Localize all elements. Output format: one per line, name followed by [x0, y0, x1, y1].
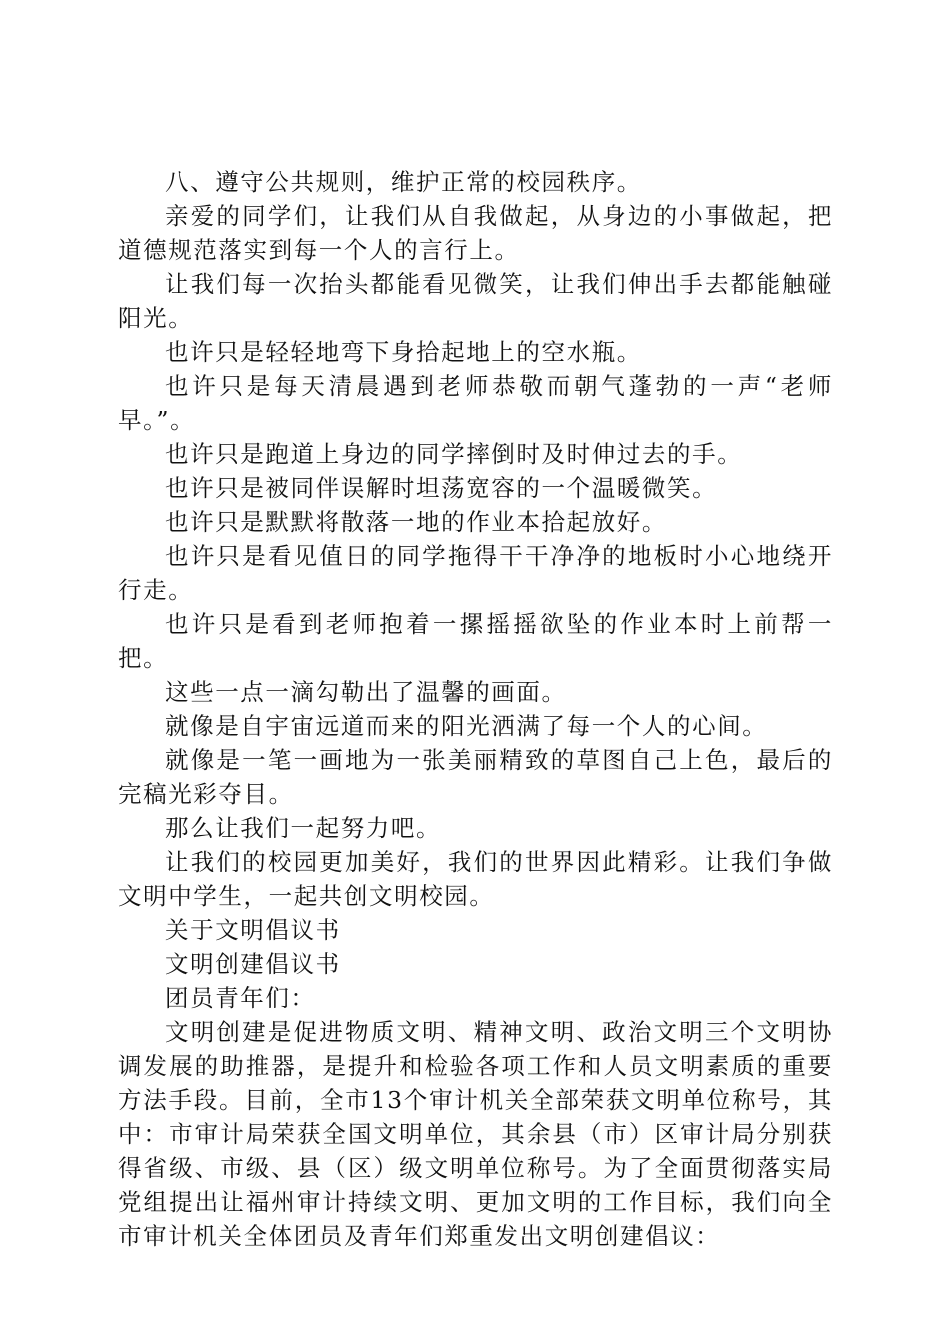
paragraph: 也许只是每天清晨遇到老师恭敬而朝气蓬勃的一声“老师早。”。 [118, 372, 833, 434]
paragraph: 让我们每一次抬头都能看见微笑，让我们伸出手去都能触碰阳光。 [118, 270, 833, 332]
paragraph: 这些一点一滴勾勒出了温馨的画面。 [165, 678, 567, 706]
paragraph: 也许只是被同伴误解时坦荡宽容的一个温暖微笑。 [165, 474, 718, 502]
paragraph: 文明创建倡议书 [165, 950, 341, 978]
paragraph: 团员青年们： [165, 984, 316, 1012]
paragraph: 文明创建是促进物质文明、精神文明、政治文明三个文明协调发展的助推器，是提升和检验各项工作和人员文明素质的重要方法手段。目前，全市13个审计机关全部荣获文明单位称号，其中：市审计局荣获全国文明单位，其余县（市）区审计局分别获得省级、市级、县（区）级文明单位称号。为了全面贯彻落实局党组提出让福州审计持续文明、更加文明的工作目标，我们向全市审计机关全体团员及青年们郑重发出文明创建倡议： [118, 1018, 833, 1250]
paragraph: 也许只是看到老师抱着一摞摇摇欲坠的作业本时上前帮一把。 [118, 610, 833, 672]
paragraph: 八、遵守公共规则，维护正常的校园秩序。 [165, 168, 642, 196]
paragraph: 让我们的校园更加美好，我们的世界因此精彩。让我们争做文明中学生，一起共创文明校园。 [118, 848, 833, 910]
paragraph: 亲爱的同学们，让我们从自我做起，从身边的小事做起，把道德规范落实到每一个人的言行上。 [118, 202, 833, 264]
paragraph: 就像是一笔一画地为一张美丽精致的草图自己上色，最后的完稿光彩夺目。 [118, 746, 833, 808]
paragraph: 关于文明倡议书 [165, 916, 341, 944]
paragraph: 就像是自宇宙远道而来的阳光洒满了每一个人的心间。 [165, 712, 768, 740]
paragraph: 也许只是跑道上身边的同学摔倒时及时伸过去的手。 [165, 440, 743, 468]
document-body [118, 165, 833, 1253]
paragraph: 也许只是轻轻地弯下身拾起地上的空水瓶。 [165, 338, 642, 366]
paragraph: 也许只是看见值日的同学拖得干干净净的地板时小心地绕开行走。 [118, 542, 833, 604]
paragraph: 也许只是默默将散落一地的作业本拾起放好。 [165, 508, 667, 536]
paragraph: 那么让我们一起努力吧。 [165, 814, 442, 842]
